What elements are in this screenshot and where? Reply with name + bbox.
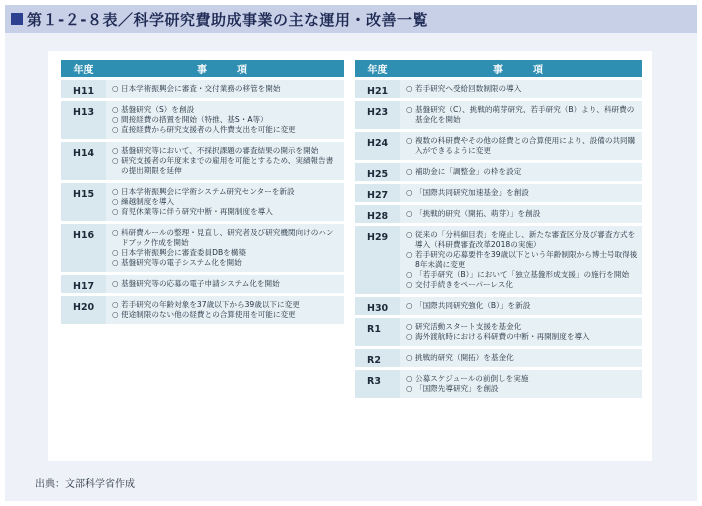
row-items <box>106 296 344 324</box>
bullet-circle-icon: ○ <box>406 136 413 145</box>
title-square-icon <box>11 13 23 25</box>
row-year: H30 <box>367 303 389 314</box>
list-item <box>406 322 638 332</box>
table-row <box>355 370 642 398</box>
bullet-circle-icon: ○ <box>112 156 119 165</box>
item-text: 使途制限のない他の経費との合算使用を可能に変更 <box>121 310 296 319</box>
row-items <box>106 224 344 272</box>
item-text: 「国際先導研究」を創設 <box>415 384 499 393</box>
row-items <box>400 370 642 398</box>
item-text: 若手研究の年齢対象を37歳以下から39歳以下に変更 <box>121 300 300 309</box>
list-item <box>112 228 340 248</box>
row-year: H14 <box>73 148 95 159</box>
bullet-circle-icon: ○ <box>406 270 413 279</box>
bullet-circle-icon: ○ <box>406 230 413 239</box>
bullet-circle-icon: ○ <box>112 248 119 257</box>
table-row <box>61 142 344 180</box>
list-item <box>112 310 340 320</box>
header-item: 事 項 <box>197 65 257 76</box>
list-item <box>112 258 340 268</box>
table-row <box>355 349 642 367</box>
bullet-circle-icon: ○ <box>112 197 119 206</box>
list-item <box>406 280 638 290</box>
list-item <box>112 105 340 115</box>
row-items <box>400 163 642 181</box>
row-items <box>106 183 344 221</box>
list-item <box>406 230 638 250</box>
bullet-circle-icon: ○ <box>406 301 413 310</box>
table-row <box>355 132 642 160</box>
item-text: 間接経費の措置を開始（特推、基S・A等） <box>121 115 268 124</box>
figure-frame <box>5 5 697 501</box>
row-year: H11 <box>73 86 95 97</box>
table-row <box>355 318 642 346</box>
row-items <box>400 184 642 202</box>
list-item <box>112 115 340 125</box>
table-panel <box>48 51 652 461</box>
row-year: R1 <box>367 324 381 335</box>
list-item <box>112 207 340 217</box>
bullet-circle-icon: ○ <box>112 187 119 196</box>
bullet-circle-icon: ○ <box>112 125 119 134</box>
list-item <box>406 167 638 177</box>
item-text: 「国際共同研究強化（B）」を新設 <box>415 301 531 310</box>
item-text: 繰越制度を導入 <box>121 197 175 206</box>
item-text: 直接経費から研究支援者の人件費支出を可能に変更 <box>121 125 296 134</box>
list-item <box>112 197 340 207</box>
item-text: 「国際共同研究加速基金」を創設 <box>415 188 529 197</box>
table-row <box>355 101 642 129</box>
row-year: H27 <box>367 190 389 201</box>
bullet-circle-icon: ○ <box>406 280 413 289</box>
item-text: 海外渡航時における科研費の中断・再開制度を導入 <box>415 332 590 341</box>
header-year: 年度 <box>73 65 94 76</box>
bullet-circle-icon: ○ <box>112 228 119 237</box>
item-text: 基盤研究（C）、挑戦的萌芽研究、若手研究（B）より、科研費の基金化を開始 <box>415 105 635 124</box>
bullet-circle-icon: ○ <box>406 209 413 218</box>
right-table-header <box>355 60 642 77</box>
bullet-circle-icon: ○ <box>406 84 413 93</box>
table-row <box>61 275 344 293</box>
list-item <box>406 105 638 125</box>
table-row <box>355 80 642 98</box>
row-year: H21 <box>367 86 389 97</box>
item-text: 公募スケジュールの前倒しを実施 <box>415 374 529 383</box>
list-item <box>112 300 340 310</box>
bullet-circle-icon: ○ <box>112 310 119 319</box>
list-item <box>406 250 638 270</box>
row-year: H28 <box>367 211 389 222</box>
row-items <box>400 318 642 346</box>
item-text: 基盤研究（S）を創設 <box>121 105 195 114</box>
bullet-circle-icon: ○ <box>406 322 413 331</box>
item-text: 若手研究へ受給回数制限の導入 <box>415 84 522 93</box>
row-items <box>106 80 344 98</box>
row-items <box>400 226 642 294</box>
bullet-circle-icon: ○ <box>406 332 413 341</box>
header-item: 事 項 <box>493 65 553 76</box>
bullet-circle-icon: ○ <box>406 384 413 393</box>
table-row <box>355 205 642 223</box>
bullet-circle-icon: ○ <box>112 300 119 309</box>
header-year: 年度 <box>367 65 388 76</box>
bullet-circle-icon: ○ <box>112 115 119 124</box>
bullet-circle-icon: ○ <box>112 279 119 288</box>
row-items <box>106 101 344 139</box>
list-item <box>112 84 340 94</box>
item-text: 育児休業等に伴う研究中断・再開制度を導入 <box>121 207 273 216</box>
list-item <box>406 384 638 394</box>
row-year: R3 <box>367 376 381 387</box>
item-text: 日本学術振興会に審査・交付業務の移管を開始 <box>121 84 281 93</box>
table-row <box>355 297 642 315</box>
item-text: 日本学術振興会に学術システム研究センターを新設 <box>121 187 295 196</box>
bullet-circle-icon: ○ <box>112 207 119 216</box>
bullet-circle-icon: ○ <box>406 167 413 176</box>
table-row <box>355 184 642 202</box>
item-text: 日本学術振興会に審査委員DBを構築 <box>121 248 246 257</box>
table-row <box>61 224 344 272</box>
list-item <box>112 146 340 156</box>
list-item <box>406 84 638 94</box>
item-text: 複数の科研費やその他の経費との合算使用により、設備の共同購入ができるように変更 <box>415 136 636 155</box>
item-text: 研究活動スタート支援を基金化 <box>415 322 522 331</box>
row-items <box>400 297 642 315</box>
list-item <box>112 125 340 135</box>
row-items <box>106 275 344 293</box>
bullet-circle-icon: ○ <box>112 105 119 114</box>
item-text: 交付手続きをペーパーレス化 <box>415 280 513 289</box>
page-title: 第１-２-８表／科学研究費助成事業の主な運用・改善一覧 <box>27 10 428 29</box>
row-year: H24 <box>367 138 389 149</box>
bullet-circle-icon: ○ <box>112 84 119 93</box>
row-items <box>106 142 344 180</box>
row-year: H29 <box>367 232 389 243</box>
table-row <box>61 80 344 98</box>
item-text: 従来の「分科細目表」を廃止し、新たな審査区分及び審査方式を導入（科研費審査改革2018の実施） <box>415 230 636 249</box>
list-item <box>406 188 638 198</box>
table-row <box>61 101 344 139</box>
row-items <box>400 101 642 129</box>
row-year: H17 <box>73 281 95 292</box>
item-text: 基盤研究等の電子システム化を開始 <box>121 258 242 267</box>
item-text: 研究支援者の年度末までの雇用を可能とするため、実績報告書の提出期限を延伸 <box>121 156 334 175</box>
bullet-circle-icon: ○ <box>112 258 119 267</box>
row-year: H16 <box>73 230 95 241</box>
bullet-circle-icon: ○ <box>406 353 413 362</box>
row-items <box>400 132 642 160</box>
item-text: 基盤研究等の応募の電子申請システム化を開始 <box>121 279 280 288</box>
item-text: 科研費ルールの整理・見直し、研究者及び研究機関向けのハンドブック作成を開始 <box>121 228 334 247</box>
left-table <box>61 60 344 324</box>
item-text: 「若手研究（B）」において「独立基盤形成支援」の施行を開始 <box>415 270 630 279</box>
list-item <box>112 279 340 289</box>
row-items <box>400 205 642 223</box>
row-year: H25 <box>367 169 389 180</box>
table-row <box>355 163 642 181</box>
list-item <box>406 209 638 219</box>
table-row <box>355 226 642 294</box>
item-text: 挑戦的研究（開拓）を基金化 <box>415 353 514 362</box>
source-note: 出典：文部科学省作成 <box>35 479 135 490</box>
bullet-circle-icon: ○ <box>406 188 413 197</box>
list-item <box>406 332 638 342</box>
row-items <box>400 349 642 367</box>
row-year: H20 <box>73 302 95 313</box>
list-item <box>406 374 638 384</box>
right-table <box>355 60 642 398</box>
list-item <box>112 187 340 197</box>
row-year: H13 <box>73 107 95 118</box>
bullet-circle-icon: ○ <box>112 146 119 155</box>
title-bar <box>5 5 697 33</box>
row-items <box>400 80 642 98</box>
row-year: H23 <box>367 107 389 118</box>
bullet-circle-icon: ○ <box>406 105 413 114</box>
bullet-circle-icon: ○ <box>406 374 413 383</box>
list-item <box>406 136 638 156</box>
item-text: 補助金に「調整金」の枠を設定 <box>415 167 522 176</box>
item-text: 「挑戦的研究（開拓、萌芽）」を創設 <box>415 209 541 218</box>
list-item <box>112 156 340 176</box>
list-item <box>406 270 638 280</box>
left-table-header <box>61 60 344 77</box>
table-row <box>61 183 344 221</box>
row-year: H15 <box>73 189 95 200</box>
table-row <box>61 296 344 324</box>
item-text: 基盤研究等において、不採択課題の審査結果の開示を開始 <box>121 146 319 155</box>
bullet-circle-icon: ○ <box>406 250 413 259</box>
item-text: 若手研究の応募要件を39歳以下という年齢制限から博士号取得後8年未満に変更 <box>415 250 638 269</box>
list-item <box>406 353 638 363</box>
list-item <box>406 301 638 311</box>
list-item <box>112 248 340 258</box>
row-year: R2 <box>367 355 381 366</box>
